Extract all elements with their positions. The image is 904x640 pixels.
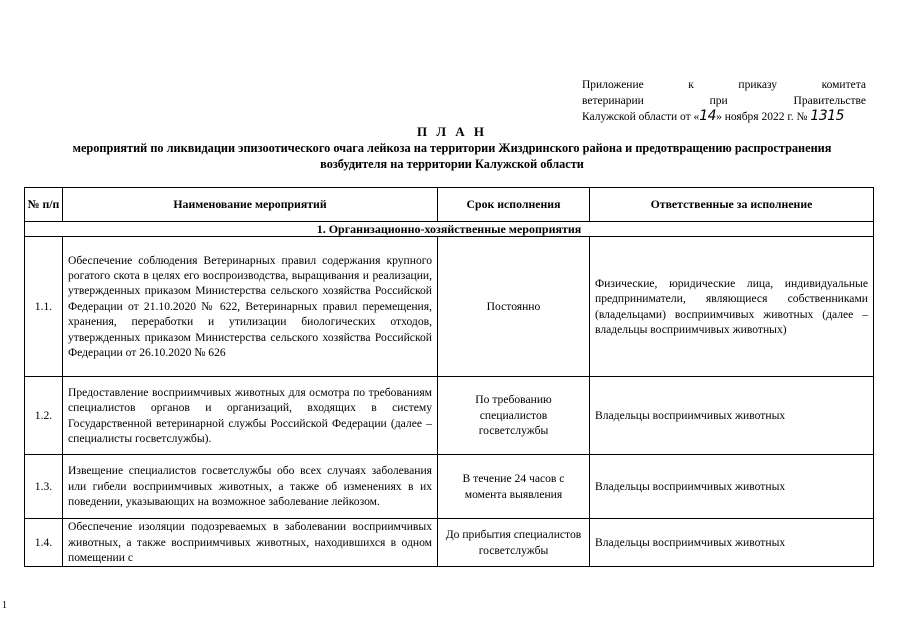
table-row [25, 519, 874, 567]
appendix-line-1: Приложение к приказу комитета [582, 79, 866, 91]
appendix-date-mid: » ноября 2022 г. № [716, 111, 811, 123]
appendix-note [582, 78, 866, 126]
row-deadline: Постоянно [438, 237, 590, 377]
handwritten-order-number: 1315 [810, 108, 844, 124]
table-row [25, 377, 874, 455]
row-deadline: В течение 24 часов с момента выявления [438, 455, 590, 519]
table-header-row [25, 188, 874, 222]
handwritten-day: 14 [699, 108, 717, 124]
row-responsible: Физические, юридические лица, индивидуальные предприниматели, являющиеся собственниками (владельцами) восприимчивых животных (далее – владельцы восприимчивых животных) [590, 237, 874, 377]
row-responsible: Владельцы восприимчивых животных [590, 377, 874, 455]
row-num: 1.3. [25, 455, 63, 519]
appendix-date-prefix: Калужской области от « [582, 111, 700, 123]
row-name: Извещение специалистов госветслужбы обо всех случаях заболевания или гибели восприимчивых животных, а также об изменениях в их поведении, указывающих на возможное заболевание лейкозом. [63, 455, 438, 519]
section-row [25, 222, 874, 237]
row-num: 1.1. [25, 237, 63, 377]
appendix-line-2: ветеринарии при Правительстве [582, 94, 866, 107]
page-margin-mark: 1 [2, 600, 7, 611]
header-name: Наименование мероприятий [63, 188, 438, 222]
header-deadline: Срок исполнения [438, 188, 590, 222]
row-responsible: Владельцы восприимчивых животных [590, 519, 874, 567]
row-num: 1.4. [25, 519, 63, 567]
plan-table [24, 187, 874, 567]
row-name: Обеспечение изоляции подозреваемых в заболевании восприимчивых животных, а также восприимчивых животных, находившихся в одном помещении с [63, 519, 438, 567]
row-deadline: По требованию специалистов госветслужбы [438, 377, 590, 455]
row-name: Предоставление восприимчивых животных для осмотра по требованиям специалистов органов и организаций, входящих в систему Государственной ветеринарной службы Российской Федерации (далее – специалисты госветслужбы). [63, 377, 438, 455]
table-row [25, 237, 874, 377]
row-deadline: До прибытия специалистов госветслужбы [438, 519, 590, 567]
row-responsible: Владельцы восприимчивых животных [590, 455, 874, 519]
header-responsible: Ответственные за исполнение [590, 188, 874, 222]
section-title: 1. Организационно-хозяйственные мероприятия [25, 222, 874, 237]
document-title: П Л А Н [416, 124, 488, 139]
header-num: № п/п [25, 188, 63, 222]
row-num: 1.2. [25, 377, 63, 455]
row-name: Обеспечение соблюдения Ветеринарных правил содержания крупного рогатого скота в целях его воспроизводства, выращивания и реализации, утвержденных приказом Министерства сельского хозяйства Российской Федерации от 21.10.2020 № 622, Ветеринарных правил перемещения, хранения, переработки и утилизации биологических отходов, утвержденных приказом Министерства сельского хозяйства Российской Федерации от 26.10.2020 № 626 [63, 237, 438, 377]
table-row [25, 455, 874, 519]
document-subtitle: мероприятий по ликвидации эпизоотического очага лейкоза на территории Жиздринского района и предотвращению распространения возбудителя на территории Калужской области [72, 141, 832, 171]
